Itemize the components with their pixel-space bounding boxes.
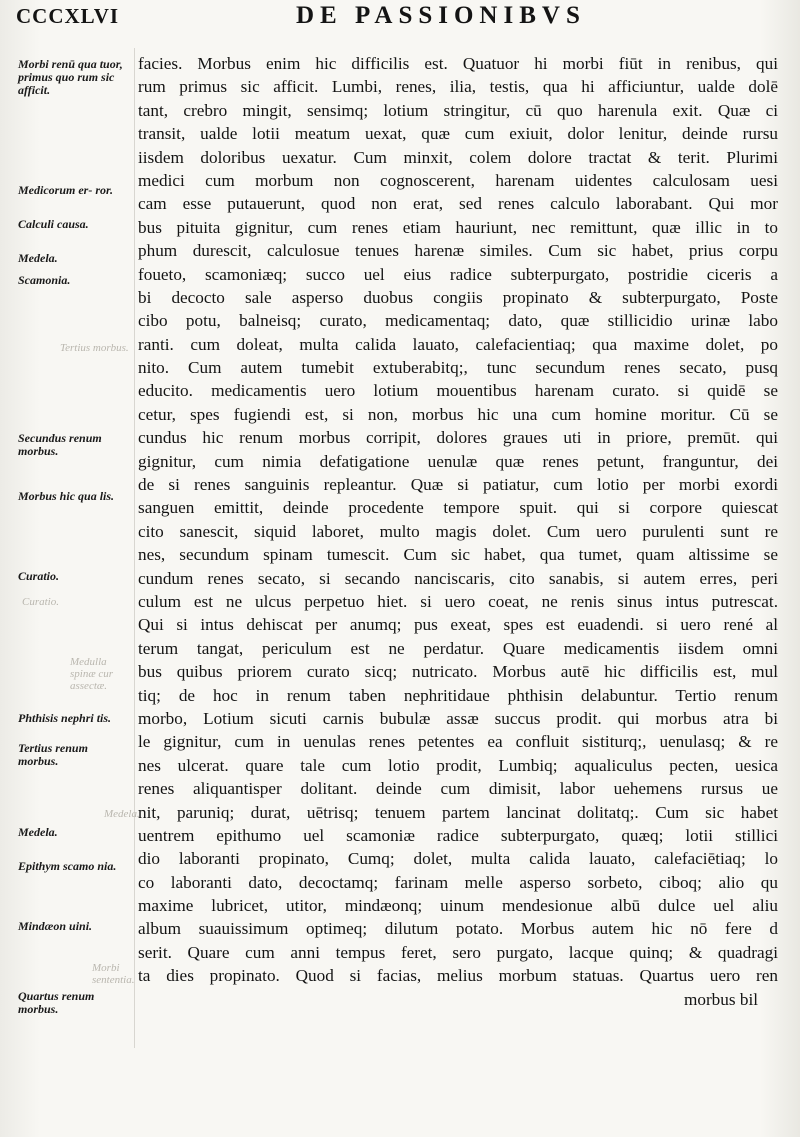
margin-note: Epithym scamo nia. [18,859,117,873]
text-line: transit, ualde lotii meatum uexat, quæ cum exiuit, dolor lenitur, deinde rursu [138,124,778,144]
text-line: cito sanescit, siquid laboret, multo magis dolet. Cum uero purulenti sunt re [138,521,778,541]
margin-note: Medela. [18,825,58,839]
text-line: gignitur, cum nimia defatigatione uenulæ quæ renes petunt, franguntur, dei [138,451,778,471]
column-gutter [134,48,135,1048]
show-through-note: Curatio. [22,596,59,608]
text-line: bi decocto sale asperso duobus congiis propinato & subterpurgato, Poste [138,287,778,307]
show-through-note: Medela. [104,808,140,820]
text-line: cibo potu, balneisq; curato, medicamentaq; dato, quæ stillicidio urinæ labo [138,311,778,331]
text-line: co laboranti dato, decoctamq; farinam melle asperso sorbeto, ciboq; alio qu [138,872,778,892]
text-line: foueto, scamoniæq; succo uel eius radice subterpurgato, postridie ciceris a [138,264,778,284]
text-line: de si renes sanguinis repleantur. Quæ si patiatur, cum lotio per morbi exordi [138,475,778,495]
text-line: ranti. cum doleat, multa calida lauato, calefacientiaq; qua maxime dolet, po [138,334,778,354]
margin-note: Phthisis nephri tis. [18,711,112,725]
text-line: morbo, Lotium sicuti carnis bubulæ assæ succus prodit. qui morbus atra bi [138,708,778,728]
text-line: cetur, spes fugiendi est, si non, morbus hic una cum homine moritur. Cū se [138,404,778,424]
margin-note: Curatio. [18,569,60,583]
margin-note: Secundus renum morbus. [18,431,102,458]
margin-note: Medicorum er- ror. [18,183,114,197]
text-line: terum tangat, periculum est ne perdatur. Quare medicamentis iisdem omni [138,638,778,658]
text-line: nes, secundum spinam tumescit. Cum sic habet, qua tumet, quam altissime se [138,545,778,565]
margin-note: Medela. [18,251,58,265]
text-line: nit, paruniq; durat, uētrisq; tenuem partem lancinat dolitatq;. Cum sic habet [138,802,778,822]
margin-note: Quartus renum morbus. [18,989,95,1016]
text-line: maxime lubricet, utitor, mindæonq; uinum mendesionue albū dulce uel aliu [138,896,778,916]
text-line: facies. Morbus enim hic difficilis est. Quatuor hi morbi fiūt in renibus, qui [138,54,778,73]
margin-notes [0,0,140,1137]
text-line: iisdem doloribus uexatur. Cum minxit, colem dolore tractat & terit. Plurimi [138,147,778,167]
text-line: uentrem epithumo uel scamoniæ radice subterpurgato, quæq; lotii stillici [138,825,778,845]
text-line: nito. Cum autem tumebit extuberabitq;, tunc secundum renes secato, pusq [138,358,778,378]
margin-note: Calculi causa. [18,217,89,231]
text-line: cundum renes secato, si secando nanciscaris, cito sanabis, si autem erres, peri [138,568,778,588]
text-line: medici cum morbum non cognoscerent, harenam uidentes calculosam uesi [138,170,778,190]
margin-note: Tertius renum morbus. [18,741,88,768]
margin-note: Morbus hic qua lis. [18,489,115,503]
text-line: tant, crebro mingit, sensimq; lotium stringitur, cū quo harenula exit. Quæ ci [138,100,778,120]
margin-note: Scamonia. [18,273,71,287]
show-through-note: Morbi sententia. [92,962,135,986]
text-line: Qui si intus dehiscat per anumq; pus exeat, spes est euadendi. si uero rené al [138,615,778,635]
show-through-note: Tertius morbus. [60,342,129,354]
running-title: DE PASSIONIBVS [296,2,586,29]
margin-note: Morbi renū qua tuor, primus quo rum sic afficit. [18,57,123,97]
text-line: phum durescit, calculosue tenues harenæ similes. Cum sic habet, prius corpu [138,241,778,261]
text-line: le gignitur, cum in uenulas renes petentes ea confluit sistiturq;, uenulasq; & re [138,732,778,752]
text-line: bus quibus priorem curato sicq; nutricato. Morbus autē hic difficilis est, mul [138,662,778,682]
text-line: rum primus sic afficit. Lumbi, renes, ilia, testis, qua hi afficiuntur, ualde dolē [138,77,778,97]
show-through-note: Medulla spinæ cur assectæ. [70,656,114,692]
text-line: dio laboranti propinato, Cumq; dolet, multa calida lauato, calefaciētiaq; lo [138,849,778,869]
margin-note: Mindæon uini. [18,919,93,933]
text-line: renes aliquantisper dolitant. deinde cum dimisit, labor uehemens rursus ue [138,779,778,799]
text-line: cundus hic renum morbus corripit, dolores graues uti in priore, premūt. qui [138,428,778,448]
text-line: album suauissimum optimeq; dilutum potato. Morbus autem hic nō fere d [138,919,778,939]
text-line: tiq; de hoc in renum taben nephritidaue phthisin delabuntur. Tertio renum [138,685,778,705]
folio-number: CCCXLVI [16,4,120,28]
text-line: morbus bil [683,989,758,1009]
text-line: educito. medicamentis uero lotium mouentibus harenam curato. si quidē se [138,381,778,401]
text-line: cam esse putauerunt, quod non erat, sed renes calculo laborabant. Qui mor [138,194,778,214]
text-line: ta dies propinato. Quod si facias, melius morbum statuas. Quartus uero ren [138,966,778,986]
text-line: serit. Quare cum anni tempus feret, sero purgato, lacque quinq; & quadragi [138,942,778,962]
text-line: sanguen emittit, deinde procedente tempore spuit. qui si corpore quiescat [138,498,778,518]
text-line: culum est ne ulcus perpetuo hiet. si uero coeat, ne renis sinus intus putrescat. [138,591,778,611]
text-line: bus pituita gignitur, cum renes etiam hauriunt, nec remittunt, quæ illic in to [138,217,778,237]
text-line: nes ulcerat. quare tale cum lotio prodit, Lumbiq; aqualiculus pecten, uesica [138,755,778,775]
main-text-column [138,52,778,1011]
